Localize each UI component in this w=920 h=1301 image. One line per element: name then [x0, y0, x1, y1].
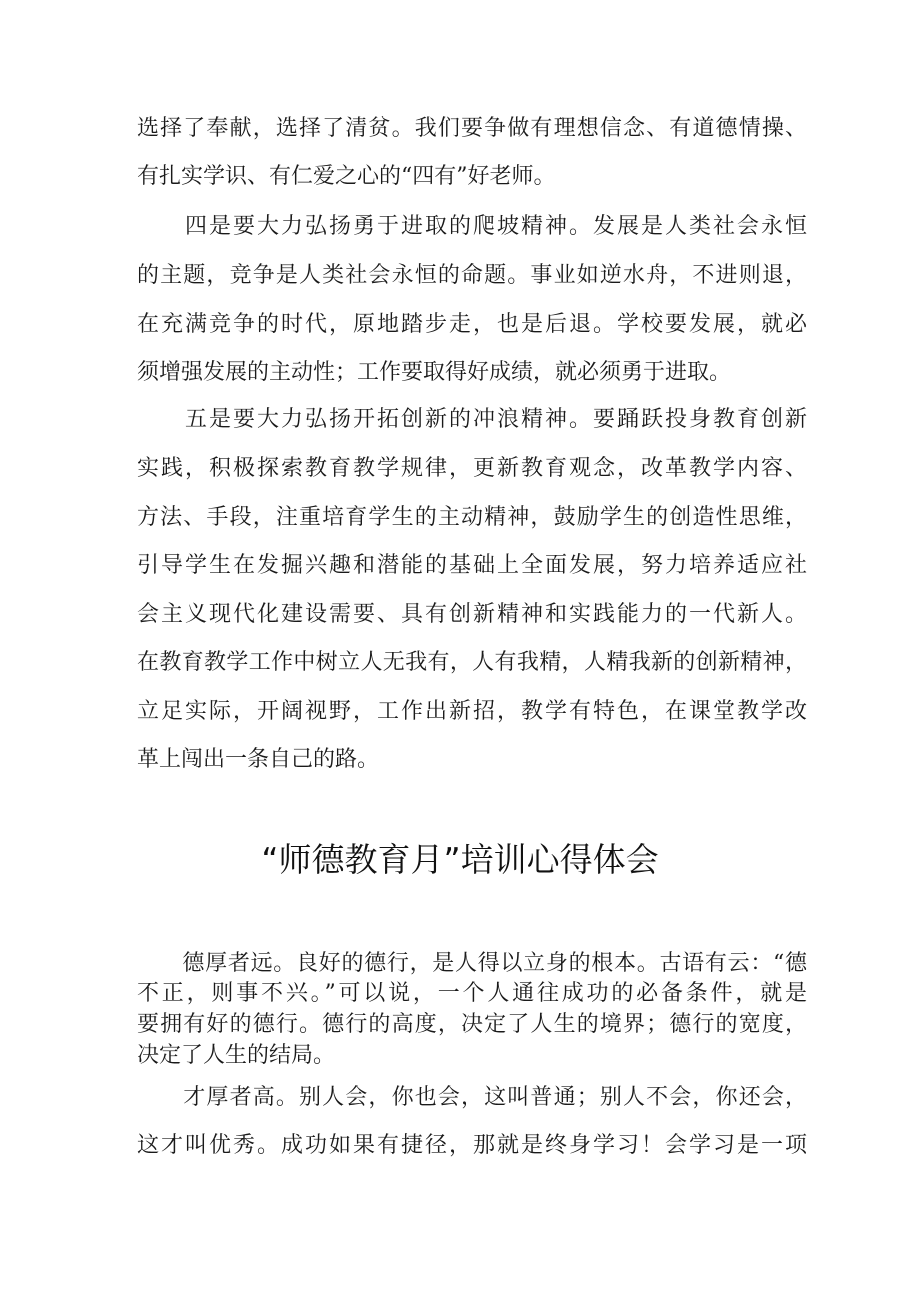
paragraph-line: 实践，积极探索教育教学规律，更新教育观念，改革教学内容、	[137, 456, 807, 481]
paragraph-line: 在教育教学工作中树立人无我有，人有我精，人精我新的创新精神，	[137, 650, 807, 675]
paragraph-line: 革上闯出一条自己的路。	[137, 747, 380, 772]
paragraph-line: 会主义现代化建设需要、具有创新精神和实践能力的一代新人。	[137, 602, 807, 627]
paragraph-line: 的主题，竞争是人类社会永恒的命题。事业如逆水舟，不进则退，	[137, 263, 807, 288]
paragraph-line: 立足实际，开阔视野，工作出新招，教学有特色，在课堂教学改	[137, 699, 807, 724]
paragraph-line: 这才叫优秀。成功如果有捷径，那就是终身学习！会学习是一项	[137, 1133, 807, 1158]
paragraph-line: 引导学生在发掘兴趣和潜能的基础上全面发展，努力培养适应社	[137, 553, 807, 578]
paragraph-line: 五是要大力弘扬开拓创新的冲浪精神。要踊跃投身教育创新	[137, 407, 807, 432]
paragraph-line: 才厚者高。别人会，你也会，这叫普通；别人不会，你还会，	[137, 1085, 807, 1110]
document-title: “师德教育月”培训心得体会	[261, 840, 659, 879]
paragraph-line: 决定了人生的结局。	[137, 1043, 336, 1068]
paragraph-line: 方法、手段，注重培育学生的主动精神，鼓励学生的创造性思维，	[137, 505, 807, 530]
paragraph-line: 选择了奉献，选择了清贫。我们要争做有理想信念、有道德情操、	[137, 116, 807, 141]
paragraph-line: 在充满竞争的时代，原地踏步走，也是后退。学校要发展，就必	[137, 312, 807, 337]
paragraph-line: 不正，则事不兴。”可以说，一个人通往成功的必备条件，就是	[137, 981, 807, 1006]
paragraph-line: 四是要大力弘扬勇于进取的爬坡精神。发展是人类社会永恒	[137, 214, 807, 239]
paragraph-line: 有扎实学识、有仁爱之心的“四有”好老师。	[137, 164, 556, 189]
paragraph-line: 要拥有好的德行。德行的高度，决定了人生的境界；德行的宽度，	[137, 1012, 807, 1037]
paragraph-line: 须增强发展的主动性；工作要取得好成绩，就必须勇于进取。	[137, 360, 732, 385]
paragraph-line: 德厚者远。良好的德行，是人得以立身的根本。古语有云：“德	[137, 951, 807, 976]
